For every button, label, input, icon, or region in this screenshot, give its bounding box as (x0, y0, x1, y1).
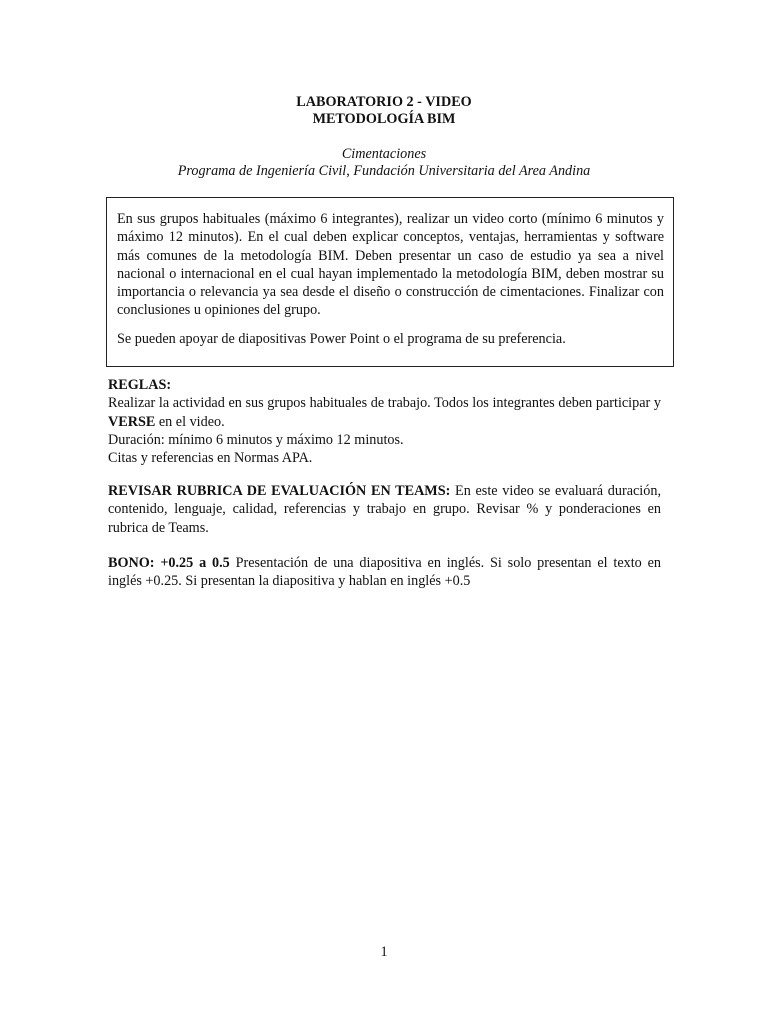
rules-item-3: Citas y referencias en Normas APA. (108, 450, 313, 467)
rubric-section (108, 482, 661, 537)
instructions-paragraph: En sus grupos habituales (máximo 6 integrantes), realizar un video corto (mínimo 6 minutos y máximo 12 minutos). En el cual deben explicar conceptos, ventajas, herramientas y software más comunes de la metodología BIM. Deben presentar un caso de estudio ya sea a nivel nacional o internacional en el cual hayan implementado la metodología BIM, deben mostrar su importancia o relevancia ya sea desde el diseño o construcción de cimentaciones. Finalizar con conclusiones u opiniones del grupo. (117, 211, 664, 319)
bonus-text: Presentación de una diapositiva en inglés. Si solo presentan el texto en inglés +0.25. Si presentan la diapositiva y hablan en inglés +0.5 (108, 555, 662, 590)
rules-heading-text: REGLAS: (108, 377, 172, 393)
rules-item-1 (108, 394, 661, 431)
course-name: Cimentaciones (341, 146, 427, 162)
bonus-heading: BONO: +0.25 a 0.5 (108, 555, 230, 571)
rules-item-2: Duración: mínimo 6 minutos y máximo 12 minutos. (108, 431, 404, 448)
rubric-heading: REVISAR RUBRICA DE EVALUACIÓN EN TEAMS: (108, 483, 451, 499)
instructions-box (106, 197, 674, 367)
program-name: Programa de Ingeniería Civil, Fundación Universitaria del Area Andina (177, 163, 591, 179)
page-number: 1 (380, 944, 388, 960)
rules-item-1-emphasis: VERSE (108, 413, 156, 430)
rubric-paragraph (108, 482, 661, 537)
rules-item-1-suffix: en el video. (155, 413, 225, 430)
instructions-note: Se pueden apoyar de diapositivas Power Point o el programa de su preferencia. (117, 330, 566, 347)
rules-heading (108, 376, 661, 394)
bonus-section (108, 554, 661, 591)
rubric-text: En este video se evaluará duración, contenido, lenguaje, calidad, referencias y trabajo en grupo. Revisar % y ponderaciones en rubrica de Teams. (108, 483, 661, 536)
document-title-line-1: LABORATORIO 2 - VIDEO (296, 94, 472, 110)
rules-item-1-text: Realizar la actividad en sus grupos habituales de trabajo. Todos los integrantes deben participar y (108, 395, 661, 412)
document-title-line-2: METODOLOGÍA BIM (312, 111, 456, 127)
rules-section (108, 376, 661, 467)
bonus-paragraph (108, 554, 661, 591)
